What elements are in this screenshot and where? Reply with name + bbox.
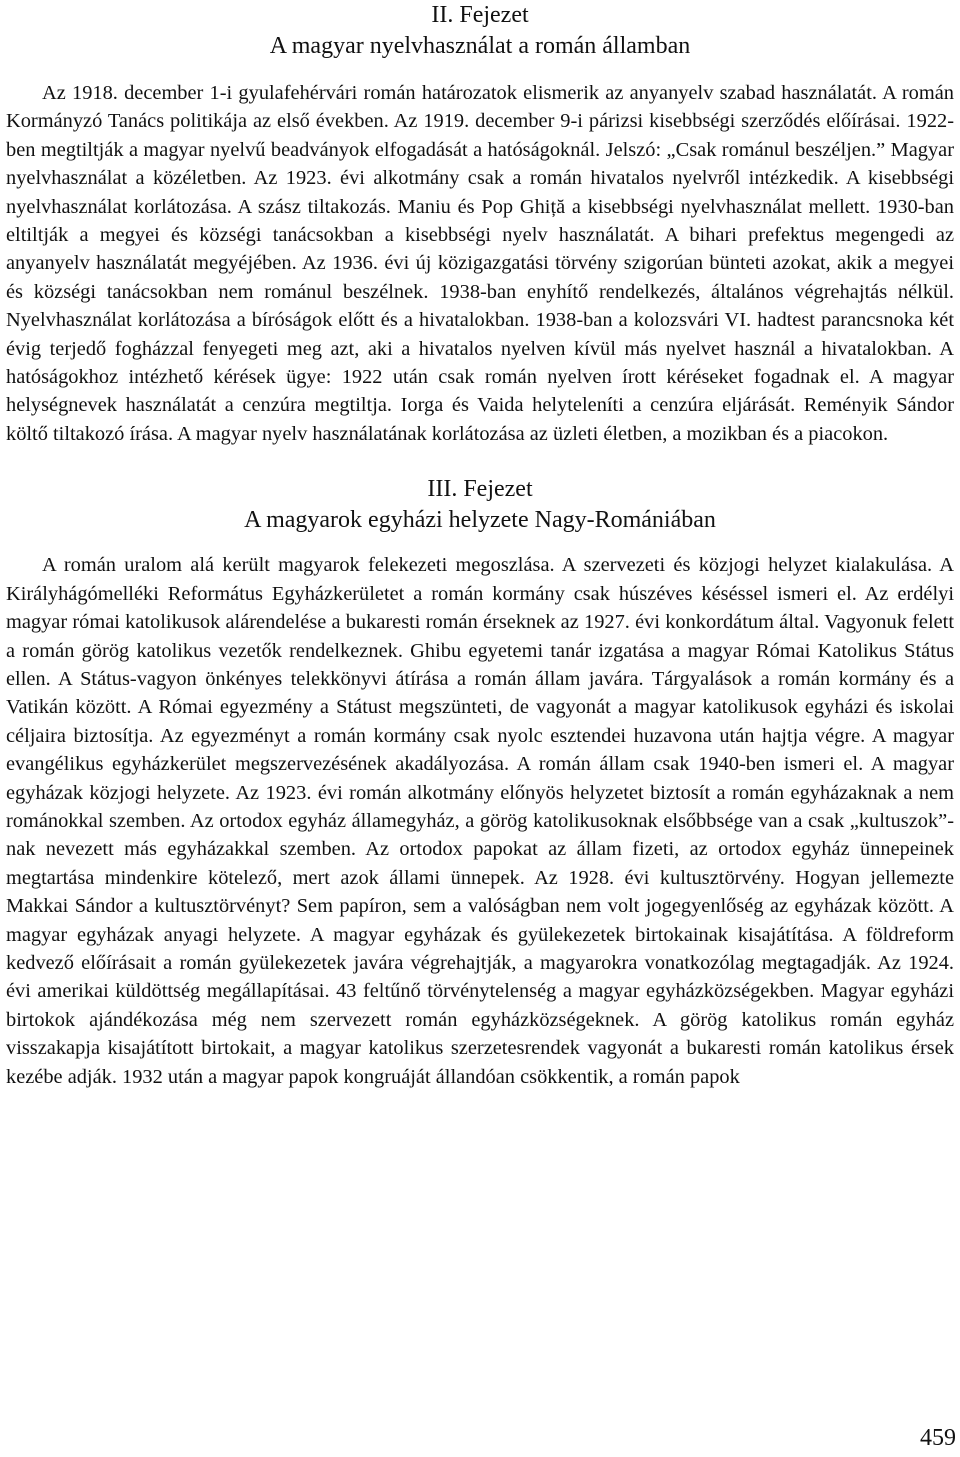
page-number: 459 [920,1425,956,1451]
chapter-2-section [6,0,954,448]
chapter-3-title: A magyarok egyházi helyzete Nagy-Romániában [244,507,716,534]
chapter-3-summary-paragraph: A román uralom alá került magyarok felekezeti megoszlása. A szervezeti és közjogi helyzet kialakulása. A Királyhágómelléki Református Egyházkerületet a román kormány csak húszéves késéssel ismeri el. Az erdélyi magyar római katolikusok alárendelése a bukaresti román érseknek az 1927. évi konkordátum által. Vagyonuk felett a román görög katolikus vezetők rendelkeznek. Ghibu egyetemi tanár izgatása a magyar Római Katolikus Státus ellen. A Státus-vagyon önkényes telekkönyvi átírása a román állam javára. Tárgyalások a román kormány és a Vatikán között. A Római egyezmény a Státust megszünteti, de vagyonát a magyar katolikusok egyházi és iskolai céljaira biztosítja. Az egyezményt a román kormány csak nyolc esztendei huzavona után hajtja végre. A magyar evangélikus egyházkerület megszervezésének akadályozása. A román állam csak 1940-ben ismeri el. A magyar egyházak közjogi helyzete. Az 1923. évi román alkotmány előnyös helyzetet biztosít a román egyházaknak a nem románokkal szemben. Az ortodox egyház államegyház, a görög katolikusoknak elsőbbsége van a csak „kultuszok”-nak nevezett más egyházakkal szemben. Az ortodox papokat az állam fizeti, az ortodox egyház ünnepeinek megtartása mindenkire kötelező, mert azok állami ünnepek. Az 1928. évi kultusztörvény. Hogyan jellemezte Makkai Sándor a kultusztörvényt? Sem papíron, sem a valóságban nem volt jogegyenlőség az egyházak között. A magyar egyházak anyagi helyzete. A magyar egyházak és gyülekezetek birtokainak kisajátítása. A földreform kedvező előírásait a román gyülekezetek javára végrehajtják, a magyarokra vonatkozólag megtagadják. Az 1924. évi amerikai küldöttség megállapításai. 43 feltűnő törvénytelenség a magyar egyházközségekben. Magyar egyházi birtokok ajándékozása még nem szervezett román egyházközségeknek. A görög katolikus román egyház visszakapja kisajátított birtokait, a magyar katolikus szerzetesrendek vagyonát a bukaresti román katolikus érsek kezébe adják. 1932 után a magyar papok kongruáját állandóan csökkentik, a román papok [6,554,954,1088]
chapter-2-number: II. Fejezet [431,2,529,28]
chapter-3-section [6,474,954,1091]
chapter-3-number: III. Fejezet [427,476,533,503]
document-page [6,0,954,1091]
chapter-2-summary-paragraph: Az 1918. december 1-i gyulafehérvári román határozatok elismerik az anyanyelv szabad használatát. A román Kormányzó Tanács politikája az első években. Az 1919. december 9-i párizsi kisebbségi szerződés előírásai. 1922-ben megtiltják a magyar nyelvű beadványok elfogadását a hatóságoknál. Jelszó: „Csak románul beszéljen.” Magyar nyelvhasználat a közéletben. Az 1923. évi alkotmány csak a román hivatalos nyelvről intézkedik. A kisebbségi nyelvhasználat korlátozása. A szász tiltakozás. Maniu és Pop Ghiță a kisebbségi nyelvhasználat mellett. 1930-ban eltiltják a megyei és községi tanácsokban a kisebbségi nyelv használatát. A bihari prefektus megengedi az anyanyelv használatát megyéjében. Az 1936. évi új közigazgatási törvény szigorúan bünteti azokat, akik a megyei és községi tanácsokban nem románul beszélnek. 1938-ban enyhítő rendelkezés, általános végrehajtás nélkül. Nyelvhasználat korlátozása a bíróságok előtt és a hivatalokban. 1938-ban a kolozsvári VI. hadtest parancsnoka két évig terjedő fogházzal fenyegeti meg azt, aki a hivatalos nyelven kívül más nyelvet használ a hivatalokban. A hatóságokhoz intézhető kérések ügye: 1922 után csak román nyelven írott kéréseket fogadnak el. A magyar helységnevek használatát a cenzúra megtiltja. Iorga és Vaida helyteleníti a cenzúra eljárását. Reményik Sándor költő tiltakozó írása. A magyar nyelv használatának korlátozása az üzleti életben, a mozikban és a piacokon. [6,82,954,445]
chapter-2-title: A magyar nyelvhasználat a román államban [269,33,691,59]
